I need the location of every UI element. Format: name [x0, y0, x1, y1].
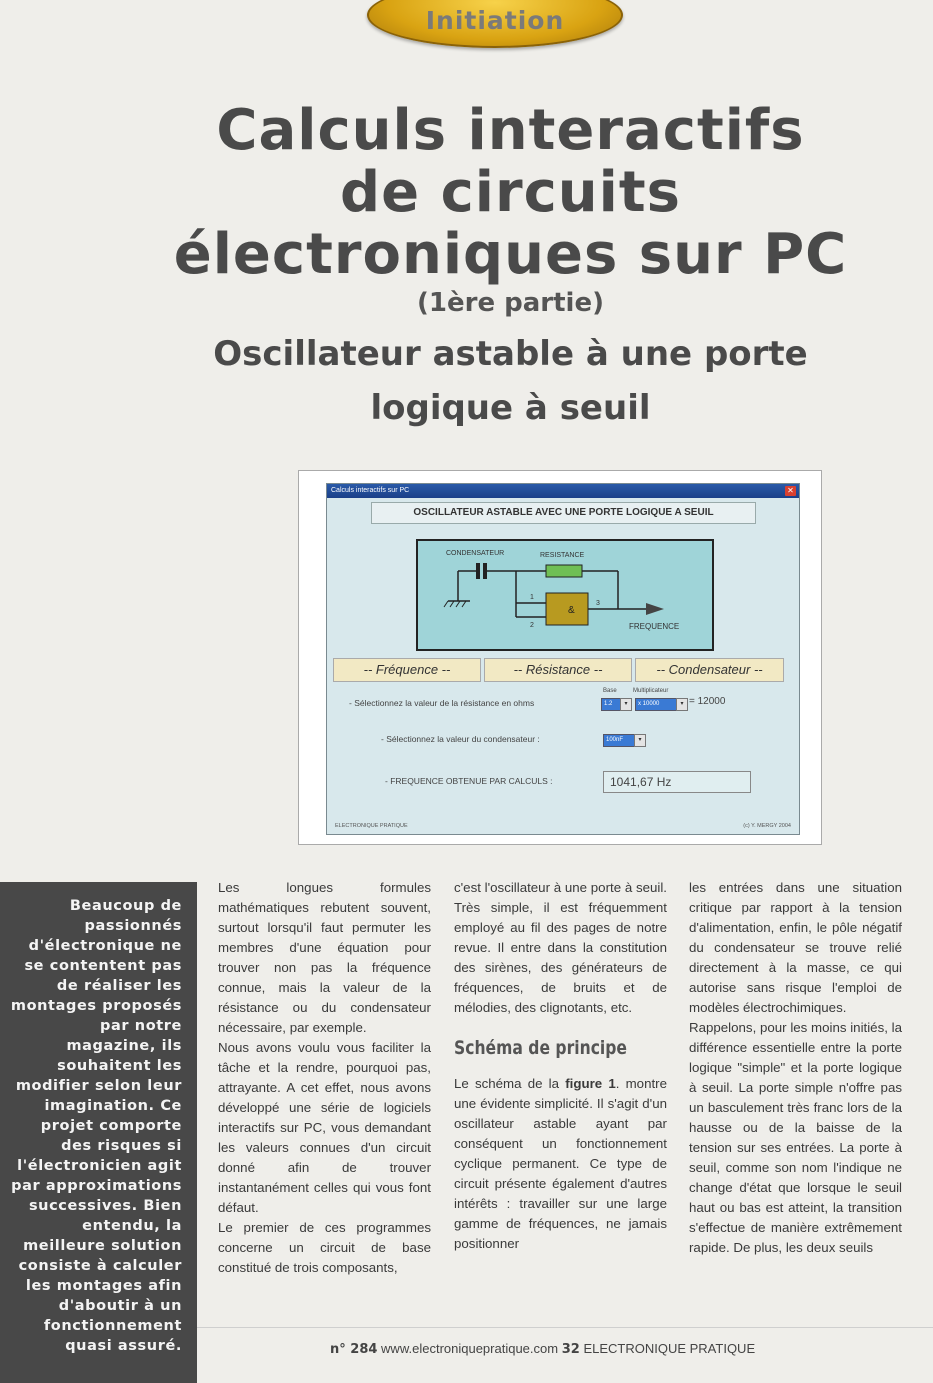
schmitt-gate-symbol	[546, 593, 588, 625]
article-column-3	[689, 878, 902, 1258]
circuit-diagram-svg	[418, 541, 712, 649]
paragraph-text: . montre une évidente simplicité. Il s'agit d'un oscillateur astable ayant par conséquent un fonctionnement cyclique permanent. Ce type de circuit présente également d'autres intérêts : travailler sur une large gamme de fréquences, ne jamais positionner	[454, 1076, 667, 1251]
capacitor-symbol	[476, 563, 480, 579]
mode-tabs	[333, 658, 782, 680]
base-select[interactable]	[601, 698, 628, 711]
site-url[interactable]: www.electroniquepratique.com	[381, 1341, 559, 1356]
close-icon[interactable]: ✕	[785, 486, 796, 496]
app-footer-left: ELECTRONIQUE PRATIQUE	[335, 823, 408, 829]
paragraph: Les longues formules mathématiques rebutent souvent, surtout lorsqu'il faut permuter les membres d'une équation pour trouver non pas la fréquence connue, mais la valeur de la résistance ou du condensateur nécessaire, par exemple.	[218, 880, 431, 1035]
frequency-label: - FREQUENCE OBTENUE PAR CALCULS :	[385, 776, 553, 786]
svg-text:3: 3	[596, 600, 600, 607]
section-badge-label: Initiation	[425, 6, 565, 35]
svg-text:2: 2	[530, 622, 534, 629]
paragraph-text: Le schéma de la	[454, 1076, 566, 1091]
app-footer-right: (c) Y. MERGY 2004	[743, 823, 791, 829]
resistance-result: = 12000	[689, 696, 726, 707]
resistance-prompt: - Sélectionnez la valeur de la résistance en ohms	[349, 698, 535, 708]
app-window-title: Calculs interactifs sur PC	[331, 487, 410, 494]
title-block	[88, 100, 933, 426]
label-condensateur: CONDENSATEUR	[446, 550, 505, 557]
capacitor-prompt: - Sélectionnez la valeur du condensateur :	[381, 734, 540, 744]
article-column-1	[218, 878, 431, 1278]
chevron-down-icon[interactable]: ▾	[620, 698, 632, 711]
paragraph: Nous avons voulu vous faciliter la tâche et la rendre, pourquoi pas, attrayante. A cet effet, nous avons développé une série de logiciels interactifs sur PC, vous demandant les valeurs connues d'un circuit donné afin de trouver instantanément celles qui vous font défaut.	[218, 1040, 431, 1215]
paragraph: Rappelons, pour les moins initiés, la différence essentielle entre la porte logique "simple" et la porte logique à seuil. La porte simple n'offre pas un basculement très franc lors de la hausse ou de la baisse de la tension sur ses entrées. La porte à seuil, comme son nom l'indique ne change d'état que lorsque le seuil haut ou bas est atteint, la transition s'effectue de manière extrêmement rapide. De plus, les deux seuils	[689, 1020, 902, 1255]
multiplier-label: Multiplicateur	[633, 688, 669, 694]
title-part: (1ère partie)	[417, 288, 604, 318]
page-number: 32	[561, 1342, 580, 1357]
label-frequence: FREQUENCE	[629, 622, 680, 631]
software-screenshot	[298, 470, 822, 845]
paragraph	[454, 1074, 667, 1254]
paragraph: Le premier de ces programmes concerne un circuit de base constitué de trois composants,	[218, 1220, 431, 1275]
article-column-2	[454, 878, 667, 1254]
section-heading: Schéma de principe	[454, 1037, 627, 1059]
label-resistance: RESISTANCE	[540, 552, 585, 559]
circuit-schematic	[416, 539, 714, 651]
footer-divider	[197, 1327, 933, 1328]
app-window	[326, 483, 800, 835]
base-label: Base	[603, 688, 617, 694]
magazine-name: ELECTRONIQUE PRATIQUE	[583, 1341, 756, 1356]
app-titlebar	[327, 484, 799, 498]
title-line-2: de circuits	[340, 160, 681, 225]
subtitle-line-1: Oscillateur astable à une porte	[213, 334, 808, 374]
figure-reference: figure 1	[565, 1076, 616, 1091]
frequency-output: 1041,67 Hz	[603, 771, 751, 793]
svg-text:&: &	[568, 605, 575, 616]
issue-number: n° 284	[330, 1342, 378, 1357]
output-arrow-icon	[646, 603, 664, 615]
tab-resistance[interactable]: -- Résistance --	[484, 658, 632, 682]
capacitor-select-value: 100nF	[606, 737, 624, 743]
tab-condensateur[interactable]: -- Condensateur --	[635, 658, 784, 682]
multiplier-select[interactable]	[635, 698, 684, 711]
capacitor-select[interactable]	[603, 734, 642, 747]
svg-text:1: 1	[530, 594, 534, 601]
base-select-value: 1.2	[604, 701, 613, 707]
title-line-3: électroniques sur PC	[173, 222, 848, 287]
intro-sidebar	[0, 882, 197, 1383]
resistor-symbol	[546, 565, 582, 577]
subtitle-line-2: logique à seuil	[370, 388, 651, 428]
chevron-down-icon[interactable]: ▾	[676, 698, 688, 711]
page-footer	[330, 1341, 755, 1357]
multiplier-select-value: x 10000	[638, 701, 660, 707]
title-line-1: Calculs interactifs	[216, 98, 805, 163]
app-heading: OSCILLATEUR ASTABLE AVEC UNE PORTE LOGIQUE A SEUIL	[371, 502, 756, 524]
paragraph: les entrées dans une situation critique par rapport à la tension d'alimentation, enfin, le pôle négatif du condensateur se trouve relié directement à la masse, ce qui autorise sans risque l'emploi de modèles électrochimiques.	[689, 880, 902, 1015]
tab-frequence[interactable]: -- Fréquence --	[333, 658, 481, 682]
paragraph: c'est l'oscillateur à une porte à seuil. Très simple, il est fréquemment employé au fil des pages de notre revue. Il entre dans la constitution des sirènes, des générateurs de fréquences, de bruits et de mélodies, des clignotants, etc.	[454, 880, 667, 1015]
section-badge	[367, 0, 623, 48]
chevron-down-icon[interactable]: ▾	[634, 734, 646, 747]
intro-text: Beaucoup de passionnés d'électronique ne se contentent pas de réaliser les montages proposés par notre magazine, ils souhaitent les modifier selon leur imagination. Ce projet comporte des risques si l'électronicien agit par approximations successives. Bien entendu, la meilleure solution consiste à calculer les montages afin d'aboutir à un fonctionnement quasi assuré.	[10, 898, 182, 1354]
